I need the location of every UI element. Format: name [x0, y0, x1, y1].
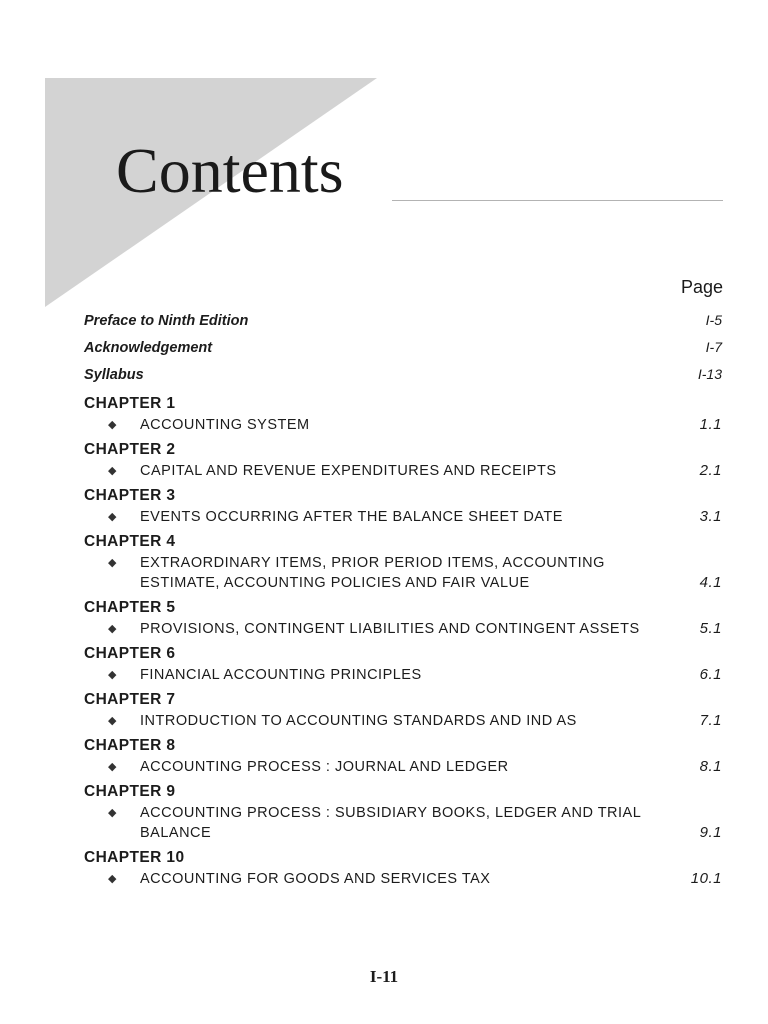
toc-entry[interactable]: [84, 757, 722, 777]
chapter-label: CHAPTER 3: [84, 487, 176, 504]
toc-chapter: [84, 781, 722, 843]
chapter-label: CHAPTER 5: [84, 599, 176, 616]
front-item-title: Preface to Ninth Edition: [84, 313, 249, 329]
entry-title: ACCOUNTING PROCESS : SUBSIDIARY BOOKS, LEDGER AND TRIAL BALANCE: [140, 805, 641, 841]
entry-page: 3.1: [699, 508, 722, 525]
chapter-label: CHAPTER 9: [84, 783, 176, 800]
entry-title: ACCOUNTING SYSTEM: [140, 417, 310, 433]
entry-page: 1.1: [699, 416, 722, 433]
toc-chapter: [84, 735, 722, 777]
chapter-label: CHAPTER 7: [84, 691, 176, 708]
entry-page: 4.1: [699, 574, 722, 591]
front-item-page: I-7: [705, 339, 722, 355]
page-number: I-11: [369, 967, 399, 986]
toc-entry[interactable]: [84, 869, 722, 889]
front-item-page: I-5: [705, 312, 722, 328]
entry-title: ACCOUNTING FOR GOODS AND SERVICES TAX: [140, 871, 491, 887]
toc-entry[interactable]: [84, 711, 722, 731]
diamond-bullet-icon: ◆: [108, 761, 117, 773]
front-item-page: I-13: [697, 366, 722, 382]
diamond-bullet-icon: ◆: [108, 557, 117, 569]
toc-chapter: [84, 597, 722, 639]
entry-page: 6.1: [699, 666, 722, 683]
page-column-label: Page: [680, 277, 723, 297]
diamond-bullet-icon: ◆: [108, 419, 117, 431]
entry-page: 8.1: [699, 758, 722, 775]
toc-entry[interactable]: [84, 507, 722, 527]
page-title: Contents: [116, 135, 344, 206]
diamond-bullet-icon: ◆: [108, 669, 117, 681]
entry-title: EXTRAORDINARY ITEMS, PRIOR PERIOD ITEMS, ACCOUNTING ESTIMATE, ACCOUNTING POLICIES AND FAIR VALUE: [140, 555, 605, 591]
toc-entry[interactable]: [84, 619, 722, 639]
toc-chapter: [84, 439, 722, 481]
toc-entry[interactable]: [84, 415, 722, 435]
entry-title: EVENTS OCCURRING AFTER THE BALANCE SHEET DATE: [140, 509, 563, 525]
entry-page: 7.1: [699, 712, 722, 729]
entry-title: ACCOUNTING PROCESS : JOURNAL AND LEDGER: [140, 759, 509, 775]
entry-title: FINANCIAL ACCOUNTING PRINCIPLES: [140, 667, 422, 683]
diamond-bullet-icon: ◆: [108, 715, 117, 727]
toc-chapter: [84, 393, 722, 435]
toc-front-item[interactable]: [84, 336, 722, 363]
toc-entry[interactable]: [84, 461, 722, 481]
chapter-label: CHAPTER 8: [84, 737, 176, 754]
toc-front-item[interactable]: [84, 363, 722, 390]
toc-entry[interactable]: [84, 553, 722, 593]
entry-title: PROVISIONS, CONTINGENT LIABILITIES AND CONTINGENT ASSETS: [140, 621, 640, 637]
toc-chapter: [84, 689, 722, 731]
title-rule: [392, 200, 723, 201]
chapter-label: CHAPTER 6: [84, 645, 176, 662]
entry-title: INTRODUCTION TO ACCOUNTING STANDARDS AND IND AS: [140, 713, 577, 729]
toc-entry[interactable]: [84, 665, 722, 685]
chapter-label: CHAPTER 4: [84, 533, 176, 550]
diamond-bullet-icon: ◆: [108, 873, 117, 885]
front-item-title: Acknowledgement: [84, 340, 213, 356]
toc-chapter: [84, 531, 722, 593]
chapter-label: CHAPTER 2: [84, 441, 176, 458]
entry-page: 5.1: [699, 620, 722, 637]
chapter-label: CHAPTER 1: [84, 395, 176, 412]
entry-page: 2.1: [699, 462, 722, 479]
diamond-bullet-icon: ◆: [108, 623, 117, 635]
front-item-title: Syllabus: [84, 367, 144, 383]
toc-chapter: [84, 643, 722, 685]
toc-chapter: [84, 847, 722, 889]
entry-title: CAPITAL AND REVENUE EXPENDITURES AND RECEIPTS: [140, 463, 557, 479]
toc-front-item[interactable]: [84, 309, 722, 336]
diamond-bullet-icon: ◆: [108, 465, 117, 477]
diamond-bullet-icon: ◆: [108, 511, 117, 523]
chapter-label: CHAPTER 10: [84, 849, 185, 866]
table-of-contents: [84, 309, 722, 893]
entry-page: 9.1: [699, 824, 722, 841]
diamond-bullet-icon: ◆: [108, 807, 117, 819]
toc-entry[interactable]: [84, 803, 722, 843]
entry-page: 10.1: [690, 870, 722, 887]
toc-chapter: [84, 485, 722, 527]
